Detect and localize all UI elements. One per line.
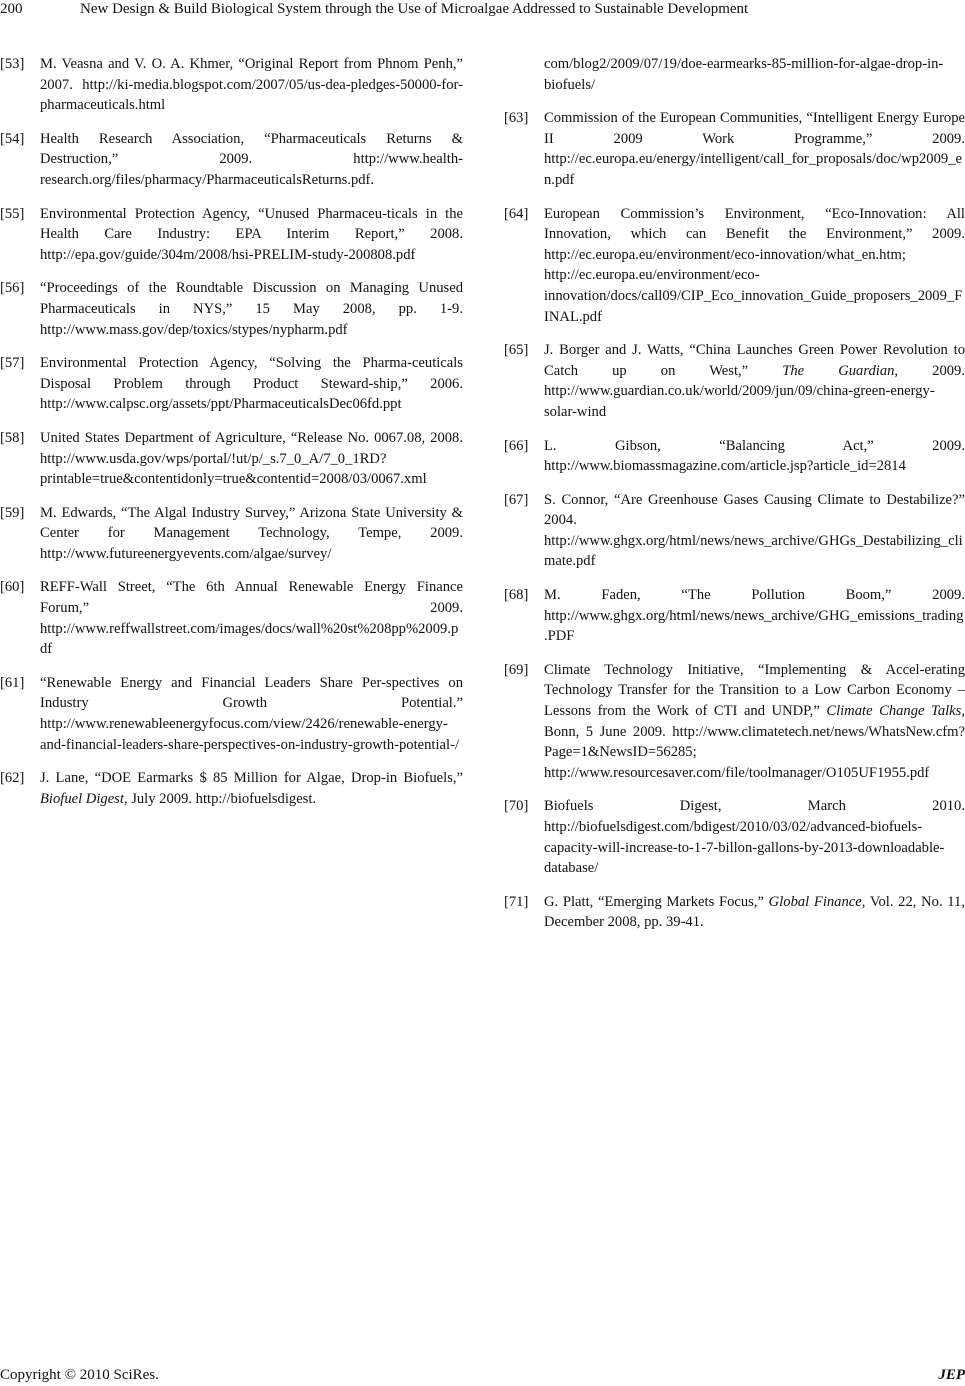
reference-62: [0, 768, 463, 809]
copyright-notice: Copyright © 2010 SciRes.: [0, 1367, 159, 1383]
reference-number: [59]: [0, 504, 25, 521]
reference-text: M. Faden, “The Pollution Boom,” 2009. http://www.ghgx.org/html/news/news_archive/GHG_emissions_trading.PDF: [544, 587, 965, 645]
reference-text: “Proceedings of the Roundtable Discussion on Managing Unused Pharmaceuticals in NYS,” 15 May 2008, pp. 1-9. http://www.mass.gov/dep/toxics/stypes/nypharm.pdf: [40, 280, 463, 338]
reference-65: [504, 340, 965, 422]
reference-text: com/blog2/2009/07/19/doe-earmearks-85-million-for-algae-drop-in-biofuels/: [544, 56, 944, 93]
reference-text: L. Gibson, “Balancing Act,” 2009. http://www.biomassmagazine.com/article.jsp?article_id=2814: [544, 437, 965, 475]
reference-number: [68]: [504, 587, 529, 604]
reference-number: [63]: [504, 110, 529, 127]
right-column: [504, 54, 965, 946]
reference-number: [62]: [0, 770, 25, 787]
reference-text-end: , July 2009. http://biofuelsdigest.: [123, 790, 317, 807]
reference-text: “Renewable Energy and Financial Leaders Share Per-spectives on Industry Growth Potential.” http://www.renewableenergyfocus.com/view/2426/renewable-energy-and-financial-leaders-share-perspectives-on-industry-growth-potential-/: [40, 674, 463, 753]
reference-63: [504, 108, 965, 190]
reference-text: Environmental Protection Agency, “Solving the Pharma-ceuticals Disposal Problem through Product Steward-ship,” 2006. http://www.calpsc.org/assets/ppt/PharmaceuticalsDec06fd.ppt: [40, 355, 463, 413]
reference-number: [66]: [504, 437, 529, 454]
reference-58: [0, 428, 463, 490]
reference-number: [57]: [0, 355, 25, 372]
reference-57: [0, 353, 463, 415]
reference-53: [0, 54, 463, 116]
reference-64: [504, 204, 965, 328]
reference-text: J. Lane, “DOE Earmarks $ 85 Million for Algae, Drop-in Biofuels,”: [40, 770, 463, 787]
reference-text: Biofuels Digest, March 2010. http://biofuelsdigest.com/bdigest/2010/03/02/advanced-biofuels-capacity-will-increase-to-1-7-billon-gallons-by-2013-downloadable-database/: [544, 798, 965, 877]
reference-59: [0, 503, 463, 565]
reference-text-end: , Vol. 22, No. 11, December 2008, pp. 39-41.: [544, 893, 965, 931]
reference-56: [0, 278, 463, 340]
reference-text: Commission of the European Communities, “Intelligent Energy Europe II 2009 Work Programme,” 2009. http://ec.europa.eu/energy/intelligent/call_for_proposals/doc/wp2009_en.pdf: [544, 110, 965, 188]
reference-61: [0, 673, 463, 755]
page-footer: [0, 1366, 965, 1386]
reference-number: [67]: [504, 491, 529, 508]
running-title: New Design & Build Biological System through the Use of Microalgae Addressed to Sustainable Development: [80, 1, 749, 17]
reference-number: [55]: [0, 205, 25, 222]
reference-journal: Global Finance: [768, 893, 862, 910]
reference-68: [504, 585, 965, 647]
reference-number: [56]: [0, 280, 25, 297]
reference-number: [64]: [504, 205, 529, 222]
reference-60: [0, 577, 463, 659]
reference-text: United States Department of Agriculture, “Release No. 0067.08, 2008. http://www.usda.gov/wps/portal/!ut/p/_s.7_0_A/7_0_1RD?printable=true&contentidonly=true&contentid=2008/03/0067.xml: [40, 429, 463, 488]
reference-55: [0, 204, 463, 266]
reference-text: M. Edwards, “The Algal Industry Survey,” Arizona State University & Center for Management Technology, Tempe, 2009. http://www.futureenergyevents.com/algae/survey/: [40, 504, 463, 562]
reference-54: [0, 129, 463, 191]
reference-journal: The Guardian: [782, 362, 895, 379]
reference-text-end: , 2009. http://www.guardian.co.uk/world/2009/jun/09/china-green-energy-solar-wind: [544, 362, 965, 420]
reference-text: G. Platt, “Emerging Markets Focus,”: [544, 893, 769, 910]
reference-text: European Commission’s Environment, “Eco-Innovation: All Innovation, which can Benefit the Environment,” 2009. http://ec.europa.eu/environment/eco-innovation/what_en.htm; http://ec.europa.eu/environment/eco-innovation/docs/call09/CIP_Eco_innovation_Guide_proposers_2009_FINAL.pdf: [544, 205, 965, 325]
reference-text: Climate Technology Initiative, “Implementing & Accel-erating Technology Transfer for the Transition to a Low Carbon Economy – Lessons from the Work of CTI and UNDP,”: [544, 661, 965, 720]
page-header: [0, 0, 965, 24]
reference-number: [53]: [0, 56, 25, 72]
reference-journal: Climate Change Talks: [826, 703, 962, 720]
reference-62-continuation: [504, 54, 965, 95]
reference-number: [70]: [504, 798, 529, 815]
reference-text: Health Research Association, “Pharmaceuticals Returns & Destruction,” 2009. http://www.health-research.org/files/pharmacy/PharmaceuticalsReturns.pdf.: [40, 130, 463, 188]
reference-70: [504, 796, 965, 878]
page-number: 200: [0, 1, 23, 17]
journal-abbreviation: JEP: [938, 1367, 965, 1383]
reference-number: [60]: [0, 579, 25, 596]
reference-66: [504, 436, 965, 477]
reference-journal: Biofuel Digest: [40, 790, 124, 807]
reference-number: [69]: [504, 661, 529, 678]
reference-text-end: , Bonn, 5 June 2009. http://www.climatetech.net/news/WhatsNew.cfm?Page=1&NewsID=56285; http://www.resourcesaver.com/file/toolmanager/O105UF1955.pdf: [544, 703, 965, 781]
reference-number: [71]: [504, 893, 529, 910]
reference-text: M. Veasna and V. O. A. Khmer, “Original Report from Phnom Penh,” 2007. http://ki-media.blogspot.com/2007/05/us-dea-pledges-50000-for-pharmaceuticals.html: [40, 56, 463, 114]
reference-67: [504, 490, 965, 572]
reference-number: [65]: [504, 342, 529, 359]
reference-number: [58]: [0, 429, 25, 446]
reference-number: [61]: [0, 674, 25, 691]
reference-number: [54]: [0, 130, 25, 147]
reference-69: [504, 660, 965, 784]
reference-text: J. Borger and J. Watts, “China Launches Green Power Revolution to Catch up on West,”: [544, 342, 965, 379]
reference-text: S. Connor, “Are Greenhouse Gases Causing Climate to Destabilize?” 2004. http://www.ghgx.org/html/news/news_archive/GHGs_Destabilizing_climate.pdf: [544, 491, 965, 570]
reference-71: [504, 892, 965, 933]
reference-text: Environmental Protection Agency, “Unused Pharmaceu-ticals in the Health Care Industry: EPA Interim Report,” 2008. http://epa.gov/guide/304m/2008/hsi-PRELIM-study-200808.pdf: [40, 205, 463, 263]
left-column: [0, 54, 463, 822]
reference-text: REFF-Wall Street, “The 6th Annual Renewable Energy Finance Forum,” 2009. http://www.reffwallstreet.com/images/docs/wall%20st%208pp%2009.pdf: [40, 579, 463, 658]
